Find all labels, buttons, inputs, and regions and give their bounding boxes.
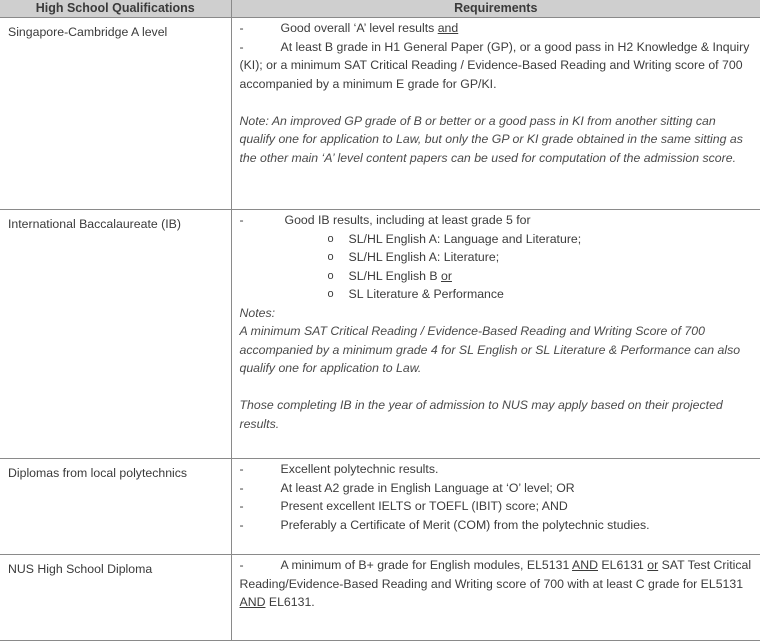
requirements-cell bbox=[231, 210, 760, 459]
list-item: - Present excellent IELTS or TOEFL (IBIT) score; AND bbox=[240, 497, 753, 516]
notes-label: Notes: bbox=[239, 305, 276, 320]
sub-list-item: o SL/HL English A: Literature; bbox=[328, 248, 753, 267]
requirements-cell bbox=[231, 555, 760, 641]
sub-list-item: o SL/HL English A: Language and Literature; bbox=[328, 230, 753, 249]
qualification-cell: Singapore-Cambridge A level bbox=[0, 18, 231, 210]
list-item: - Preferably a Certificate of Merit (COM) from the polytechnic studies. bbox=[240, 516, 753, 535]
list-item: - Good overall ‘A’ level results and bbox=[240, 19, 753, 38]
table-row bbox=[0, 555, 760, 641]
sub-list-item: o SL Literature & Performance bbox=[328, 285, 753, 304]
note-text: A minimum SAT Critical Reading / Evidence-Based Reading and Writing Score of 700 accompanied by a minimum grade 4 for SL English or SL Literature & Performance can also qualify one for application to Law. bbox=[239, 324, 741, 375]
requirements-cell bbox=[231, 459, 760, 555]
dash-icon: - bbox=[239, 480, 244, 495]
table-row bbox=[0, 459, 760, 555]
dash-icon: - bbox=[239, 499, 244, 513]
list-item: - A minimum of B+ grade for English modules, EL5131 AND EL6131 or SAT Test Critical Reading/Evidence-Based Reading and Writing score of 700 with at least C grade for EL5131 AND EL6131. bbox=[239, 558, 752, 609]
dash-icon: - bbox=[239, 39, 244, 54]
dash-icon: - bbox=[239, 213, 244, 227]
note-text: Those completing IB in the year of admission to NUS may apply based on their projected results. bbox=[239, 398, 723, 431]
list-item: - Good IB results, including at least grade 5 for bbox=[240, 211, 753, 230]
list-item: - Excellent polytechnic results. bbox=[240, 460, 753, 479]
dash-icon: - bbox=[239, 462, 244, 476]
qualification-cell: Diplomas from local polytechnics bbox=[0, 459, 231, 555]
header-row bbox=[0, 0, 760, 18]
circle-bullet-icon: o bbox=[327, 269, 334, 282]
dash-icon: - bbox=[239, 517, 244, 532]
note-text: Note: An improved GP grade of B or better or a good pass in KI from another sitting can qualify one for application to Law, but only the GP or KI grade obtained in the same sitting as the other main ‘A’ level content papers can be used for computation of the admission score. bbox=[239, 113, 743, 165]
sub-list bbox=[240, 230, 753, 304]
sub-list-item: o SL/HL English B or bbox=[328, 267, 753, 286]
table-row bbox=[0, 18, 760, 210]
header-requirements: Requirements bbox=[231, 0, 760, 18]
header-qualifications: High School Qualifications bbox=[0, 0, 231, 18]
list-item: - At least A2 grade in English Language at ‘O’ level; OR bbox=[240, 479, 753, 498]
dash-icon: - bbox=[239, 558, 244, 572]
circle-bullet-icon: o bbox=[327, 232, 334, 245]
dash-icon: - bbox=[239, 21, 244, 35]
qualification-cell: International Baccalaureate (IB) bbox=[0, 210, 231, 459]
circle-bullet-icon: o bbox=[327, 288, 334, 300]
requirements-cell bbox=[231, 18, 760, 210]
qualification-cell: NUS High School Diploma bbox=[0, 555, 231, 641]
table-row bbox=[0, 210, 760, 459]
circle-bullet-icon: o bbox=[327, 251, 334, 263]
list-item: - At least B grade in H1 General Paper (GP), or a good pass in H2 Knowledge & Inquiry (KI); or a minimum SAT Critical Reading / Evidence-Based Reading and Writing score of 700 accompanied by a minimum E grade for GP/KI. bbox=[239, 39, 750, 91]
